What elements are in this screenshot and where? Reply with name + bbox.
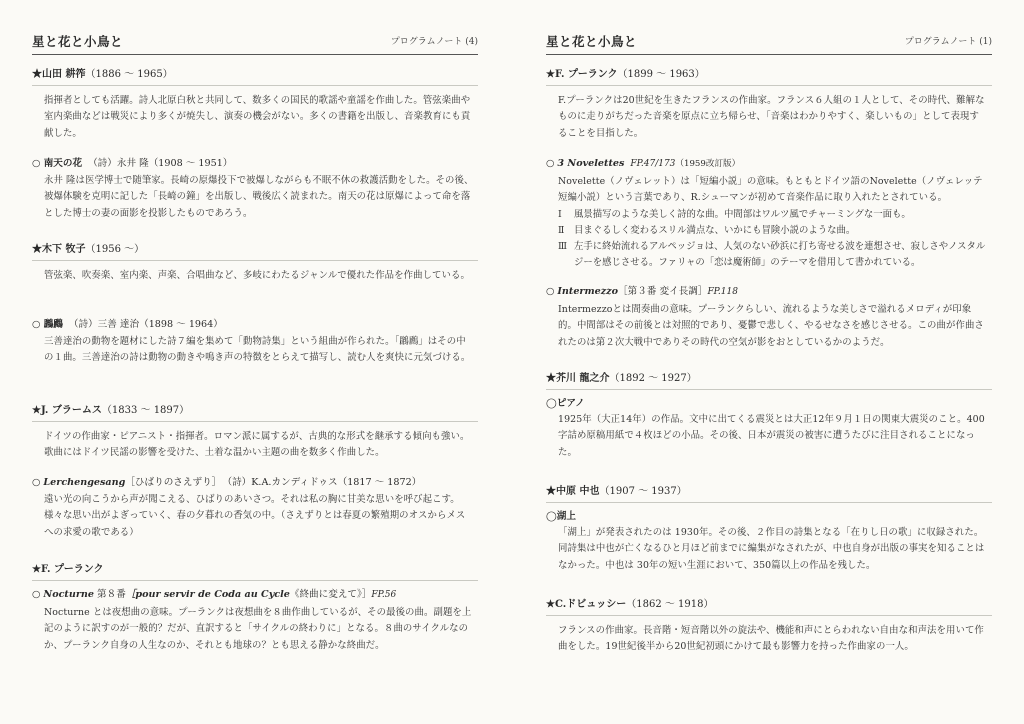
work-heading: ○ 南天の花 （詩）永井 隆（1908 ～ 1951） [32, 158, 233, 169]
work-entry-novelettes [546, 157, 992, 272]
movement-item: Ⅰ 風景描写のような美しく詩的な曲。中間部はワルツ風でチャーミングな一面も。 [558, 208, 911, 220]
work-entry-lerchengesang [32, 476, 478, 541]
composer-description: フランスの作曲家。長音階・短音階以外の旋法や、機能和声にとらわれない自由な和声法を用いて作曲をした。19世紀後半から20世紀初頭にかけて最も影響力を持った作曲家の一人。 [558, 625, 984, 653]
page-header [32, 32, 478, 55]
work-description: 1925年（大正14年）の作品。文中に出てくる震災とは大正12年９月１日の関東大震災のこと。400字詰め原稿用紙で４枚ほどの小品。その後、日本が震災の被害に遭うたびに注目されることになった。 [558, 414, 985, 458]
composer-description: 指揮者としても活躍。詩人北原白秋と共同して、数多くの国民的歌謡や童謡を作曲した。管弦楽曲や室内楽曲などは戦災により多くが焼失し、演奏の機会がない。多くの書籍を出版し、音楽教育にも貢献した。 [44, 95, 471, 139]
composer-entry-poulenc-main [546, 68, 992, 142]
work-description: Intermezzoとは間奏曲の意味。プーランクらしい、流れるような美しさで溢れるメロディが印象的。中間部はその前後とは対照的であり、憂鬱で悲しく、やるせなさを感じさせる。この曲が作曲されたのは第２次大戦中でありその時代の空気が影をおとしているかのようだ。 [558, 304, 984, 348]
composer-heading: ★F. プーランク [32, 563, 478, 581]
composer-entry-akutagawa [546, 372, 992, 461]
page-right [546, 0, 992, 724]
work-entry-kaitsuburi [32, 318, 478, 367]
work-description: 永井 隆は医学博士で随筆家。長崎の原爆投下で被爆しながらも不眠不休の救護活動をした。その後、被爆体験を克明に記した「長崎の鐘」を出版し、戦後広く読まれた。南天の花は原爆によって命を落とした博士の妻の面影を投影したものであろう。 [44, 175, 474, 219]
movement-item: Ⅱ 目まぐるしく変わるスリル満点な、いかにも冒険小説のような曲。 [558, 224, 856, 236]
composer-heading: ★中原 中也（1907 ～ 1937） [546, 485, 992, 503]
page-left [32, 0, 478, 724]
composer-heading: ★山田 耕筰（1886 ～ 1965） [32, 68, 478, 86]
work-heading: ○ 3 Novelettes FP.47/173（1959改訂版） [546, 158, 741, 169]
composer-heading: ★J. ブラームス（1833 ～ 1897） [32, 404, 478, 422]
composer-entry-kinoshita [32, 243, 478, 284]
composer-heading: ★木下 牧子（1956 ～） [32, 243, 478, 261]
composer-description: ドイツの作曲家・ピアニスト・指揮者。ロマン派に属するが、古典的な形式を継承する傾向も強い。歌曲にはドイツ民謡の影響を受けた、土着な温かい主題の曲を数多く作曲した。 [44, 431, 470, 459]
composer-entry-debussy [546, 598, 992, 656]
page-number-note: プログラムノート (1) [904, 37, 992, 47]
composer-entry-yamada [32, 68, 478, 142]
composer-heading: ★芥川 龍之介（1892 ～ 1927） [546, 372, 992, 390]
page-header [546, 32, 992, 55]
work-description: 三善達治の動物を題材にした詩７編を集めて「動物詩集」という組曲が作られた。「鸊鷉」はその中の１曲。三善達治の詩は動物の動きや鳴き声の特徴をとらえて描写し、読む人を爽快に元気づける。 [44, 336, 471, 364]
work-description: 「湖上」が発表されたのは 1930年。その後、２作目の詩集となる「在りし日の歌」に収録された。同詩集は中也が亡くなるひと月ほど前までに編集がなされたが、中也自身が出版の事実を知ることはなかった。中也は 30年の短い生涯において、350篇以上の作品を残した。 [558, 527, 985, 571]
composer-description: F.プーランクは20世紀を生きたフランスの作曲家。フランス６人組の１人として、その時代、難解なものに走りがちだった音楽を原点に立ち帰らせ、「音楽はわかりやすく、楽しいもの」として表現することを目指した。 [558, 95, 985, 139]
composer-heading: ★F. プーランク（1899 ～ 1963） [546, 68, 992, 86]
page-title: 星と花と小鳥と [32, 34, 124, 49]
composer-entry-brahms [32, 404, 478, 462]
work-heading: ◯湖上 [546, 511, 576, 522]
movement-list [558, 207, 988, 272]
composer-description: 管弦楽、吹奏楽、室内楽、声楽、合唱曲など、多岐にわたるジャンルで優れた作品を作曲している。 [44, 270, 470, 281]
work-heading: ◯ピアノ [546, 398, 585, 409]
work-heading: ○ 鸊鷉 （詩）三善 達治（1898 ～ 1964） [32, 319, 223, 330]
movement-item: Ⅲ 左手に終始流れるアルペッジョは、人気のない砂浜に打ち寄せる波を連想させ、寂しさやノスタルジーを感じさせる。ファリャの「恋は魔術師」のテーマを借用して書かれている。 [558, 241, 986, 269]
page-title: 星と花と小鳥と [546, 34, 638, 49]
work-heading: ○ Intermezzo［第３番 変イ長調］FP.118 [546, 286, 738, 297]
page-number-note: プログラムノート (4) [390, 37, 478, 47]
work-entry-nanten [32, 157, 478, 222]
composer-entry-nakahara [546, 485, 992, 574]
work-entry-nocturne [32, 588, 478, 654]
work-entry-intermezzo [546, 285, 992, 351]
composer-heading: ★C.ドビュッシー（1862 ～ 1918） [546, 598, 992, 616]
work-description: Nocturne とは夜想曲の意味。プーランクは夜想曲を８曲作曲しているが、その最後の曲。副題を上記のように訳すのが一般的？だが、直訳すると「サイクルの終わりに」となる。８曲のサイクルなのか、プーランク自身の人生なのか、それとも地球の？とも思える静かな終曲だ。 [44, 607, 472, 651]
composer-entry-poulenc [32, 563, 478, 588]
work-description: Novelette（ノヴェレット）は「短編小説」の意味。もともとドイツ語のNovelette（ノヴェレッテ 短編小説）という言葉であり、R.シューマンが初めて音楽作品に取り入れたとされている。 [558, 176, 983, 204]
work-description: 遠い光の向こうから声が聞こえる、ひばりのあいさつ。それは私の胸に甘美な思いを呼び起こす。様々な思い出がよぎっていく、春の夕暮れの香気の中。（さえずりとは春夏の繁殖期のオスからメスへの求愛の歌である） [44, 494, 466, 538]
work-heading: ○ Nocturne 第８番［pour servir de Coda au Cycle《終曲に変えて》］FP.56 [32, 589, 397, 600]
work-heading: ○ Lerchengesang［ひばりのさえずり］ （詩）K.A.カンディドゥス（1817 ～ 1872） [32, 477, 422, 488]
